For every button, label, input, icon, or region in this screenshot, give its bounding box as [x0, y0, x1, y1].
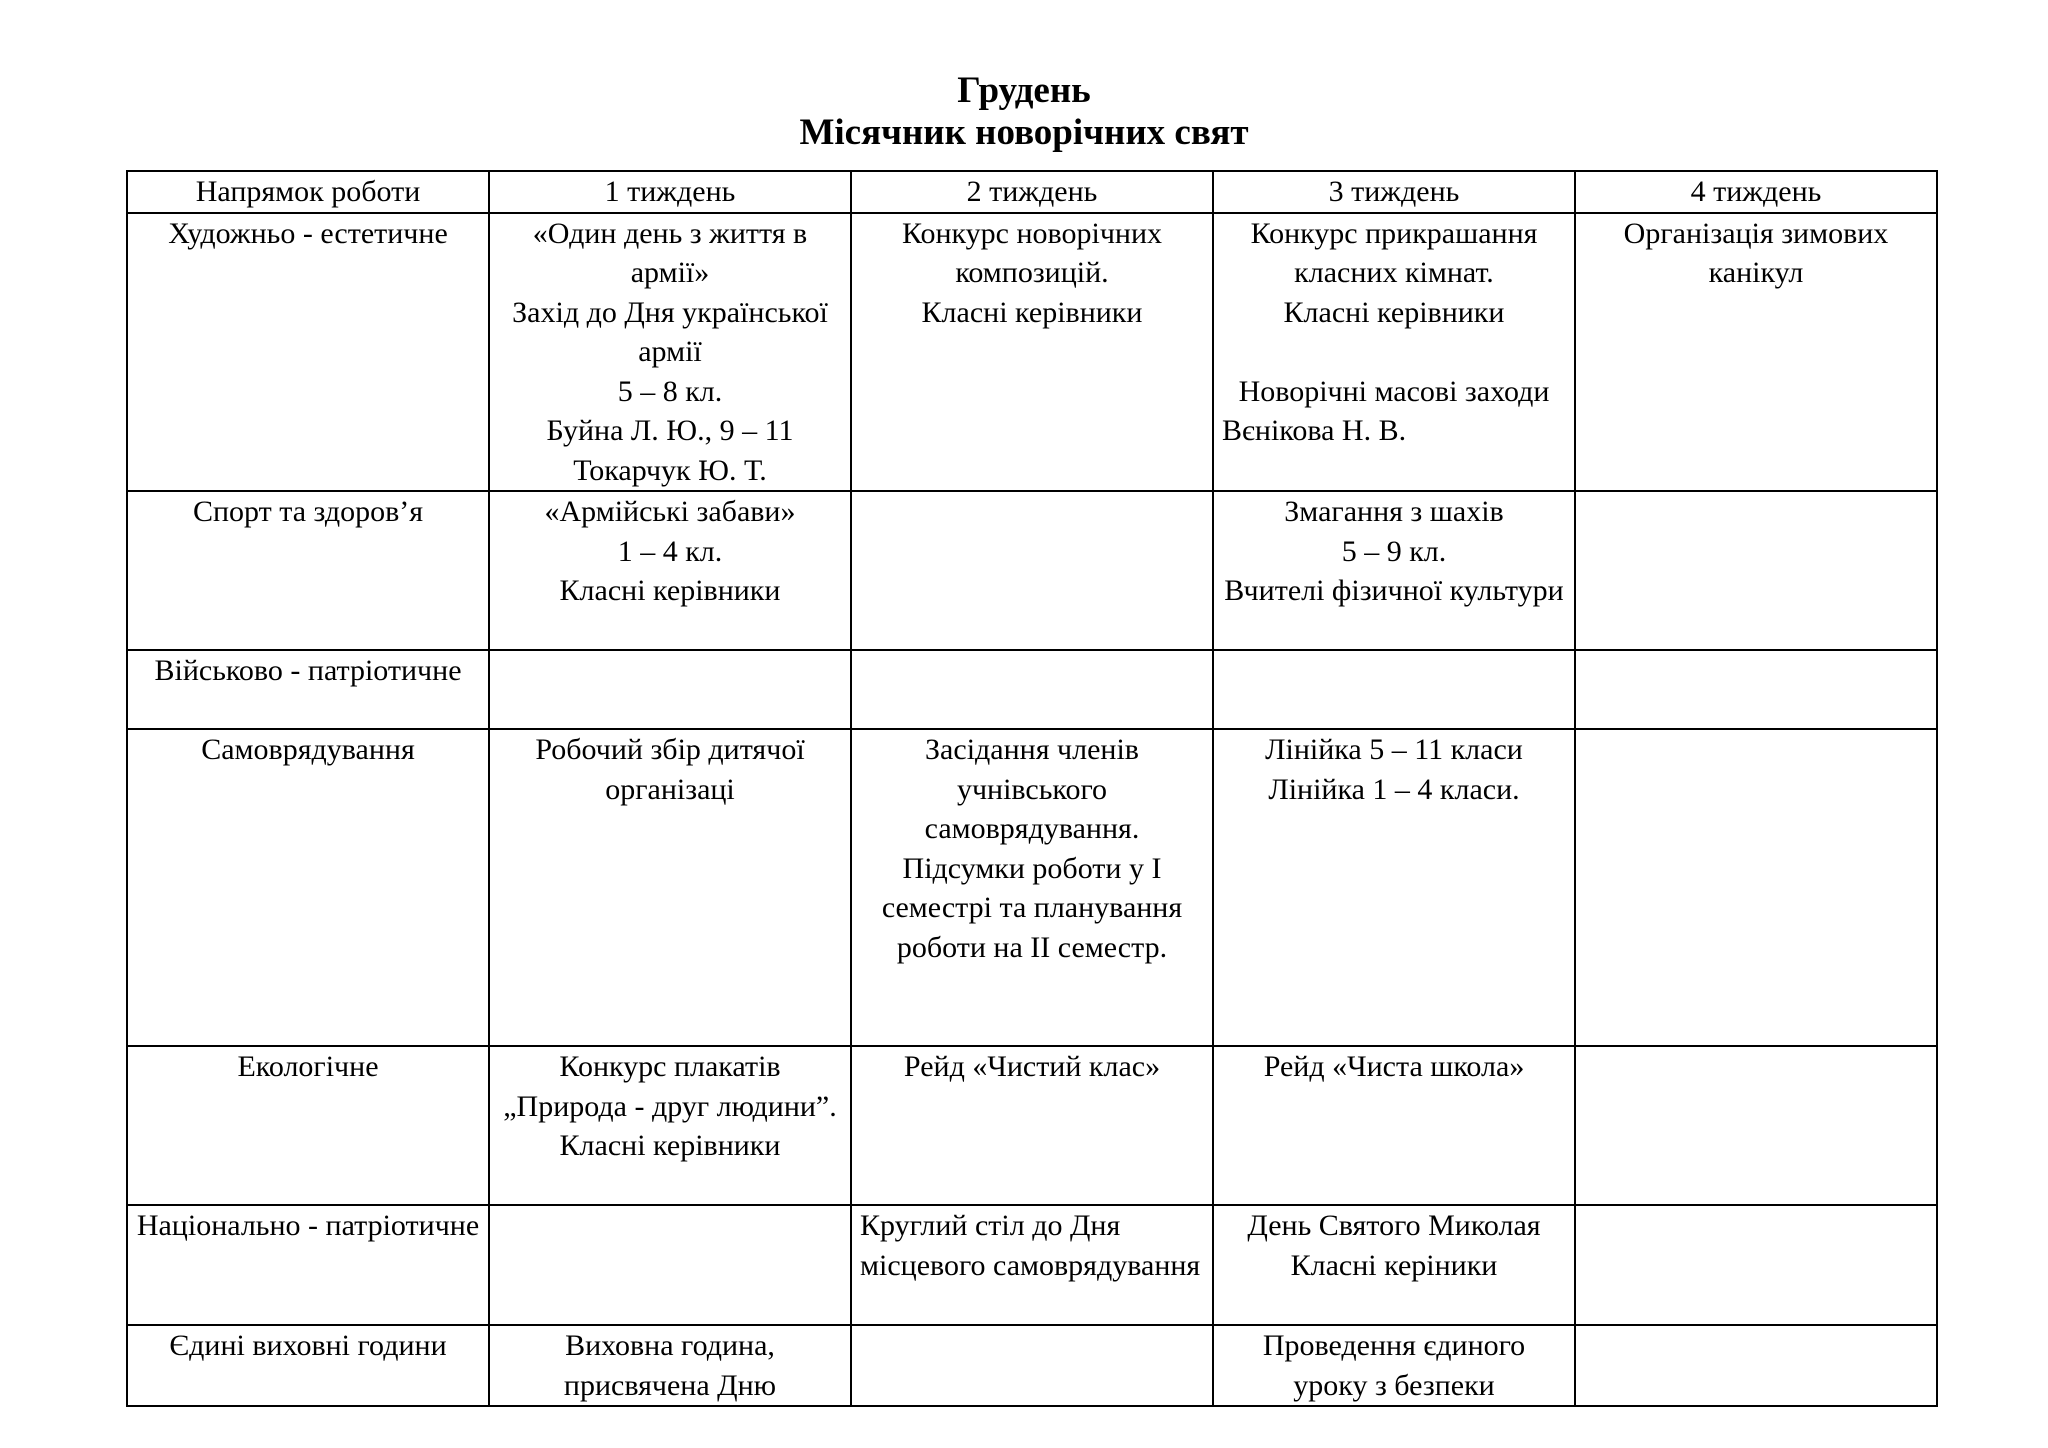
week-3-cell: Змагання з шахів 5 – 9 кл. Вчителі фізичної культури — [1213, 491, 1575, 650]
table-row — [127, 729, 1937, 1046]
week-3-cell — [1213, 650, 1575, 729]
week-3-cell: День Святого Миколая Класні керіники — [1213, 1205, 1575, 1325]
table-row — [127, 1205, 1937, 1325]
direction-cell: Національно - патріотичне — [127, 1205, 489, 1325]
header-week-2: 2 тиждень — [851, 171, 1213, 213]
week-1-cell: Виховна година, присвячена Дню — [489, 1325, 851, 1406]
page-title-theme: Місячник новорічних свят — [799, 112, 1249, 153]
week-4-cell — [1575, 1205, 1937, 1325]
direction-cell: Військово - патріотичне — [127, 650, 489, 729]
page-title-block — [0, 70, 2048, 154]
week-2-cell — [851, 1325, 1213, 1406]
week-3-text: Конкурс прикрашання класних кімнат. — [1250, 216, 1538, 289]
week-2-cell: Конкурс новорічних композицій. Класні керівники — [851, 213, 1213, 492]
week-2-cell: Рейд «Чистий клас» — [851, 1046, 1213, 1205]
week-3-cell — [1213, 213, 1575, 492]
header-week-1: 1 тиждень — [489, 171, 851, 213]
week-4-cell — [1575, 1046, 1937, 1205]
table-row — [127, 650, 1937, 729]
week-2-cell: Засідання членів учнівського самоврядування. Підсумки роботи у І семестрі та планування роботи на ІІ семестр. — [851, 729, 1213, 1046]
week-3-cell: Лінійка 5 – 11 класи Лінійка 1 – 4 класи. — [1213, 729, 1575, 1046]
table-row — [127, 1325, 1937, 1406]
direction-cell: Єдині виховні години — [127, 1325, 489, 1406]
direction-cell: Художньо - естетичне — [127, 213, 489, 492]
table-row — [127, 1046, 1937, 1205]
week-3-text: Класні керівники — [1283, 295, 1505, 329]
week-1-cell: «Армійські забави» 1 – 4 кл. Класні керівники — [489, 491, 851, 650]
header-week-3: 3 тиждень — [1213, 171, 1575, 213]
table-header-row — [127, 171, 1937, 213]
direction-cell: Самоврядування — [127, 729, 489, 1046]
direction-cell: Спорт та здоров’я — [127, 491, 489, 650]
table-row — [127, 491, 1937, 650]
week-4-cell: Організація зимових канікул — [1575, 213, 1937, 492]
direction-cell: Екологічне — [127, 1046, 489, 1205]
week-3-cell: Рейд «Чиста школа» — [1213, 1046, 1575, 1205]
week-1-cell: Робочий збір дитячої організаці — [489, 729, 851, 1046]
week-2-cell — [851, 650, 1213, 729]
header-direction: Напрямок роботи — [127, 171, 489, 213]
week-1-cell — [489, 1205, 851, 1325]
week-1-cell: «Один день з життя в армії» Захід до Дня української армії 5 – 8 кл. Буйна Л. Ю., 9 – 11 Токарчук Ю. Т. — [489, 213, 851, 492]
week-4-cell — [1575, 729, 1937, 1046]
header-week-4: 4 тиждень — [1575, 171, 1937, 213]
week-2-cell: Круглий стіл до Дня місцевого самоврядування — [851, 1205, 1213, 1325]
week-4-cell — [1575, 650, 1937, 729]
week-3-text: Новорічні масові заходи — [1238, 374, 1550, 408]
week-1-cell — [489, 650, 851, 729]
page-title-month: Грудень — [957, 70, 1091, 111]
week-3-cell: Проведення єдиного уроку з безпеки — [1213, 1325, 1575, 1406]
week-4-cell — [1575, 491, 1937, 650]
week-4-cell — [1575, 1325, 1937, 1406]
week-3-responsible: Вєнікова Н. В. — [1222, 414, 1407, 447]
week-2-cell — [851, 491, 1213, 650]
monthly-plan-table — [126, 170, 1938, 1407]
week-1-cell: Конкурс плакатів „Природа - друг людини”. Класні керівники — [489, 1046, 851, 1205]
table-row — [127, 213, 1937, 492]
